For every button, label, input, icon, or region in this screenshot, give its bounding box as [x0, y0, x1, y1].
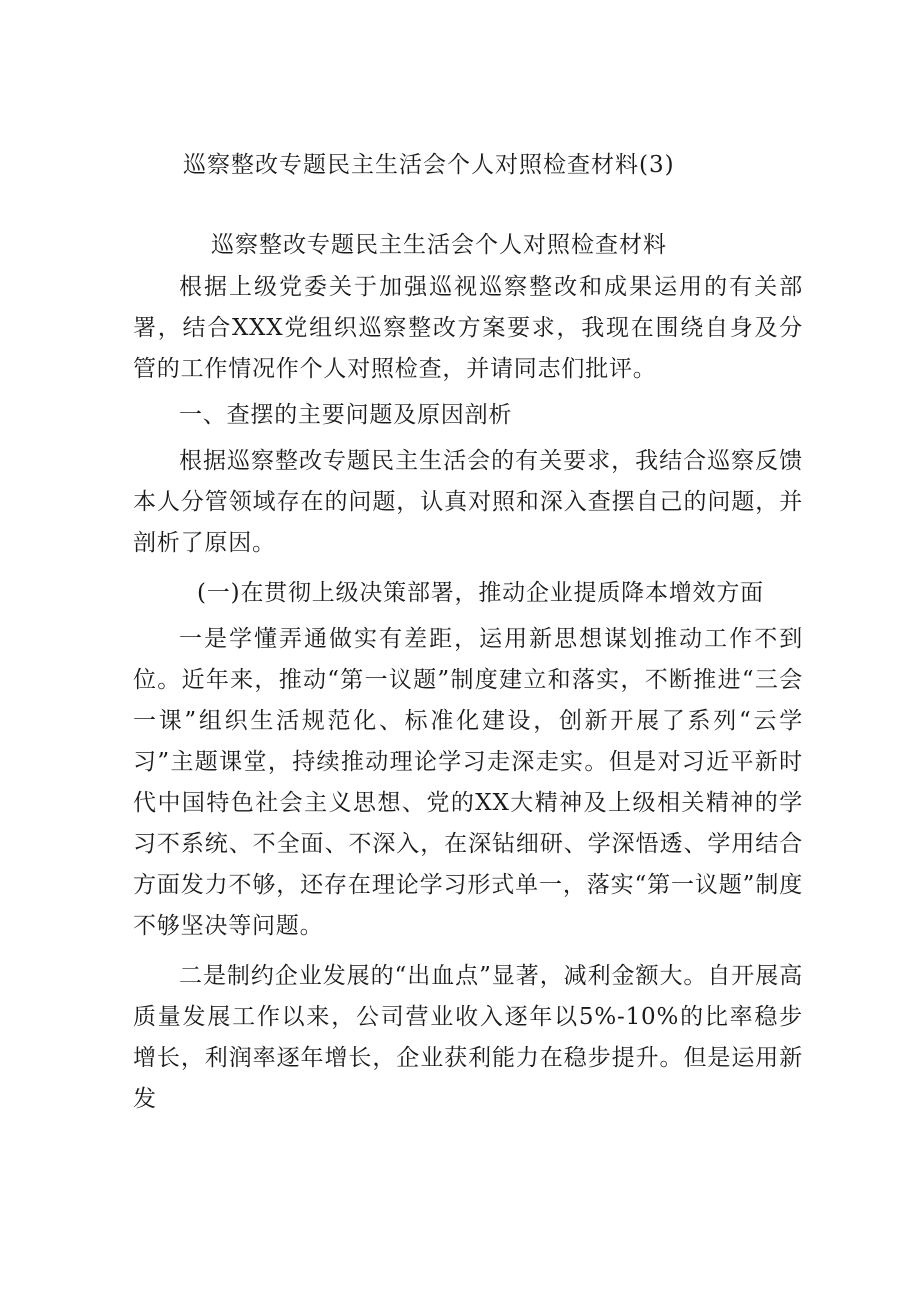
document-subtitle: 巡察整改专题民主生活会个人对照检查材料 [211, 232, 667, 258]
paragraph-intro: 根据上级党委关于加强巡视巡察整改和成果运用的有关部署，结合XXX党组织巡察整改方案要求，我现在围绕自身及分管的工作情况作个人对照检查，并请同志们批评。 [133, 274, 803, 382]
document-title: 巡察整改专题民主生活会个人对照检查材料(3) [183, 152, 675, 178]
subsection-heading-1: (一)在贯彻上级决策部署，推动企业提质降本增效方面 [197, 580, 764, 606]
section-heading-1: 一、查摆的主要问题及原因剖析 [179, 402, 513, 428]
paragraph-point-1: 一是学懂弄通做实有差距，运用新思想谋划推动工作不到位。近年来，推动“第一议题”制度建立和落实，不断推进“三会一课”组织生活规范化、标准化建设，创新开展了系列“云学习”主题课堂，持续推动理论学习走深走实。但是对习近平新时代中国特色社会主义思想、党的XX大精神及上级相关精神的学习不系统、不全面、不深入，在深钻细研、学深悟透、学用结合方面发力不够，还存在理论学习形式单一，落实“第一议题”制度不够坚决等问题。 [133, 626, 803, 939]
document-body [133, 267, 803, 1120]
paragraph-point-2: 二是制约企业发展的“出血点”显著，减利金额大。自开展高质量发展工作以来，公司营业收入逐年以5%-10%的比率稳步增长，利润率逐年增长，企业获利能力在稳步提升。但是运用新发 [133, 963, 803, 1112]
paragraph-section-1: 根据巡察整改专题民主生活会的有关要求，我结合巡察反馈本人分管领域存在的问题，认真对照和深入查摆自己的问题，并剖析了原因。 [133, 448, 803, 556]
